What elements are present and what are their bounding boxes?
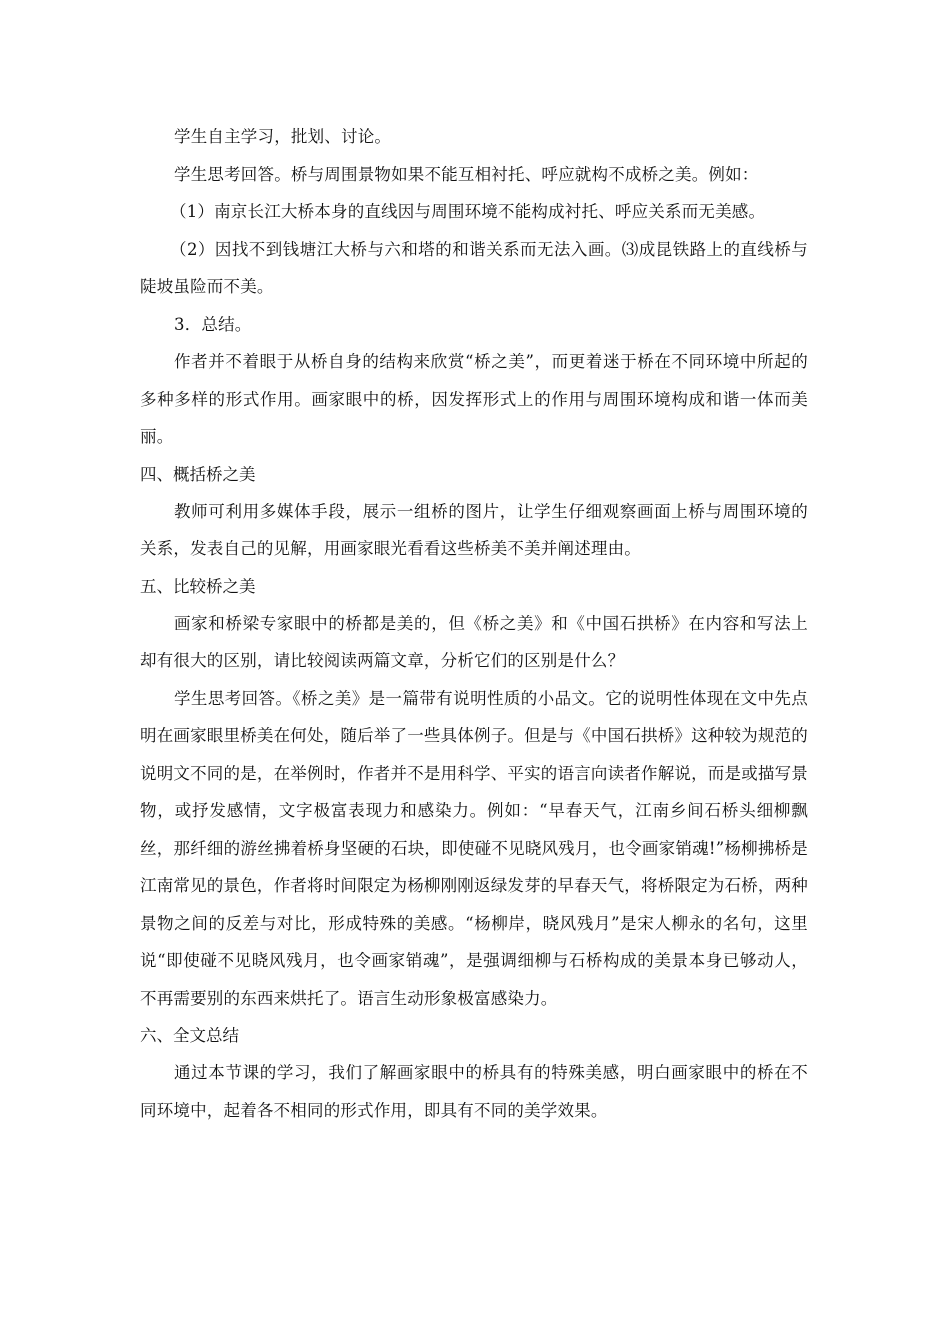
paragraph-compare-question: 画家和桥梁专家眼中的桥都是美的，但《桥之美》和《中国石拱桥》在内容和写法上却有很大的区别，请比较阅读两篇文章，分析它们的区别是什么？ — [140, 613, 808, 670]
paragraph-self-study: 学生自主学习，批划、讨论。 — [174, 127, 392, 146]
paragraph-section-4: 教师可利用多媒体手段，展示一组桥的图片，让学生仔细观察画面上桥与周围环境的关系，发表自己的见解，用画家眼光看看这些桥美不美并阐述理由。 — [140, 501, 808, 558]
section-heading-6: 六、全文总结 — [140, 1026, 239, 1045]
section-heading-4: 四、概括桥之美 — [140, 464, 256, 484]
document-body — [140, 118, 808, 1129]
paragraph-student-answer: 学生思考回答。桥与周围景物如果不能互相衬托、呼应就构不成桥之美。例如： — [174, 164, 759, 184]
section-heading-5: 五、比较桥之美 — [140, 576, 256, 596]
paragraph-summary: 作者并不着眼于从桥自身的结构来欣赏“桥之美”，而更着迷于桥在不同环境中所起的多种多样的形式作用。画家眼中的桥，因发挥形式上的作用与周围环境构成和谐一体而美丽。 — [140, 352, 808, 446]
paragraph-example-1: （1）南京长江大桥本身的直线因与周围环境不能构成衬托、呼应关系而无美感。 — [170, 202, 766, 221]
paragraph-example-2: （2）因找不到钱塘江大桥与六和塔的和谐关系而无法入画。⑶成昆铁路上的直线桥与陡坡虽险而不美。 — [140, 239, 808, 296]
paragraph-summary-label: 3．总结。 — [174, 314, 252, 334]
paragraph-conclusion: 通过本节课的学习，我们了解画家眼中的桥具有的特殊美感，明白画家眼中的桥在不同环境中，起着各不相同的形式作用，即具有不同的美学效果。 — [140, 1063, 808, 1120]
paragraph-compare-answer: 学生思考回答。《桥之美》是一篇带有说明性质的小品文。它的说明性体现在文中先点明在画家眼里桥美在何处，随后举了一些具体例子。但是与《中国石拱桥》这种较为规范的说明文不同的是，在举例时，作者并不是用科学、平实的语言向读者作解说，而是或描写景物，或抒发感情，文字极富表现力和感染力。例如：“早春天气，江南乡间石桥头细柳飘丝，那纤细的游丝拂着桥身坚硬的石块，即使碰不见晓风残月，也令画家销魂!”杨柳拂桥是江南常见的景色，作者将时间限定为杨柳刚刚返绿发芽的早春天气，将桥限定为石桥，两种景物之间的反差与对比，形成特殊的美感。“杨柳岸，晓风残月”是宋人柳永的名句，这里说“即使碰不见晓风残月，也令画家销魂”，是强调细柳与石桥构成的美景本身已够动人，不再需要别的东西来烘托了。语言生动形象极富感染力。 — [140, 688, 808, 1008]
